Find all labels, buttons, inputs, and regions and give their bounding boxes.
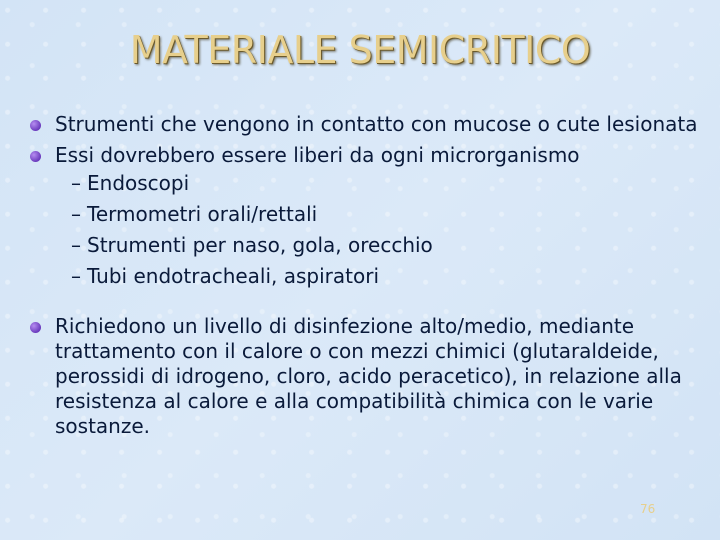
sub-item (30, 230, 700, 261)
sub-item-text: Endoscopi (87, 171, 190, 195)
bullet-text: Richiedono un livello di disinfezione alto/medio, mediante trattamento con il calore o con mezzi chimici (glutaraldeide, perossidi di idrogeno, cloro, acido peracetico), in relazione alla resistenza al calore e alla compatibilità chimica con le varie sostanze. (55, 314, 682, 438)
spacer (30, 292, 700, 314)
sub-item (30, 199, 700, 230)
dash-icon: – (71, 202, 81, 226)
sub-item-text: Termometri orali/rettali (87, 202, 318, 226)
bullet-dot-icon (30, 120, 41, 131)
sub-item (30, 261, 700, 292)
bullet-item (30, 143, 700, 168)
dash-icon: – (71, 233, 81, 257)
bullet-item (30, 112, 700, 137)
sub-item-text: Tubi endotracheali, aspiratori (87, 264, 380, 288)
slide-title: MATERIALE SEMICRITICO (129, 28, 591, 72)
bullet-dot-icon (30, 322, 41, 333)
dash-icon: – (71, 264, 81, 288)
slide-content (30, 112, 700, 439)
page-number: 76 (640, 502, 656, 516)
bullet-text: Strumenti che vengono in contatto con mucose o cute lesionata (55, 112, 698, 136)
sub-item (30, 168, 700, 199)
sub-item-text: Strumenti per naso, gola, orecchio (87, 233, 433, 257)
bullet-item (30, 314, 700, 439)
dash-icon: – (71, 171, 81, 195)
bullet-dot-icon (30, 151, 41, 162)
bullet-text: Essi dovrebbero essere liberi da ogni microrganismo (55, 143, 580, 167)
